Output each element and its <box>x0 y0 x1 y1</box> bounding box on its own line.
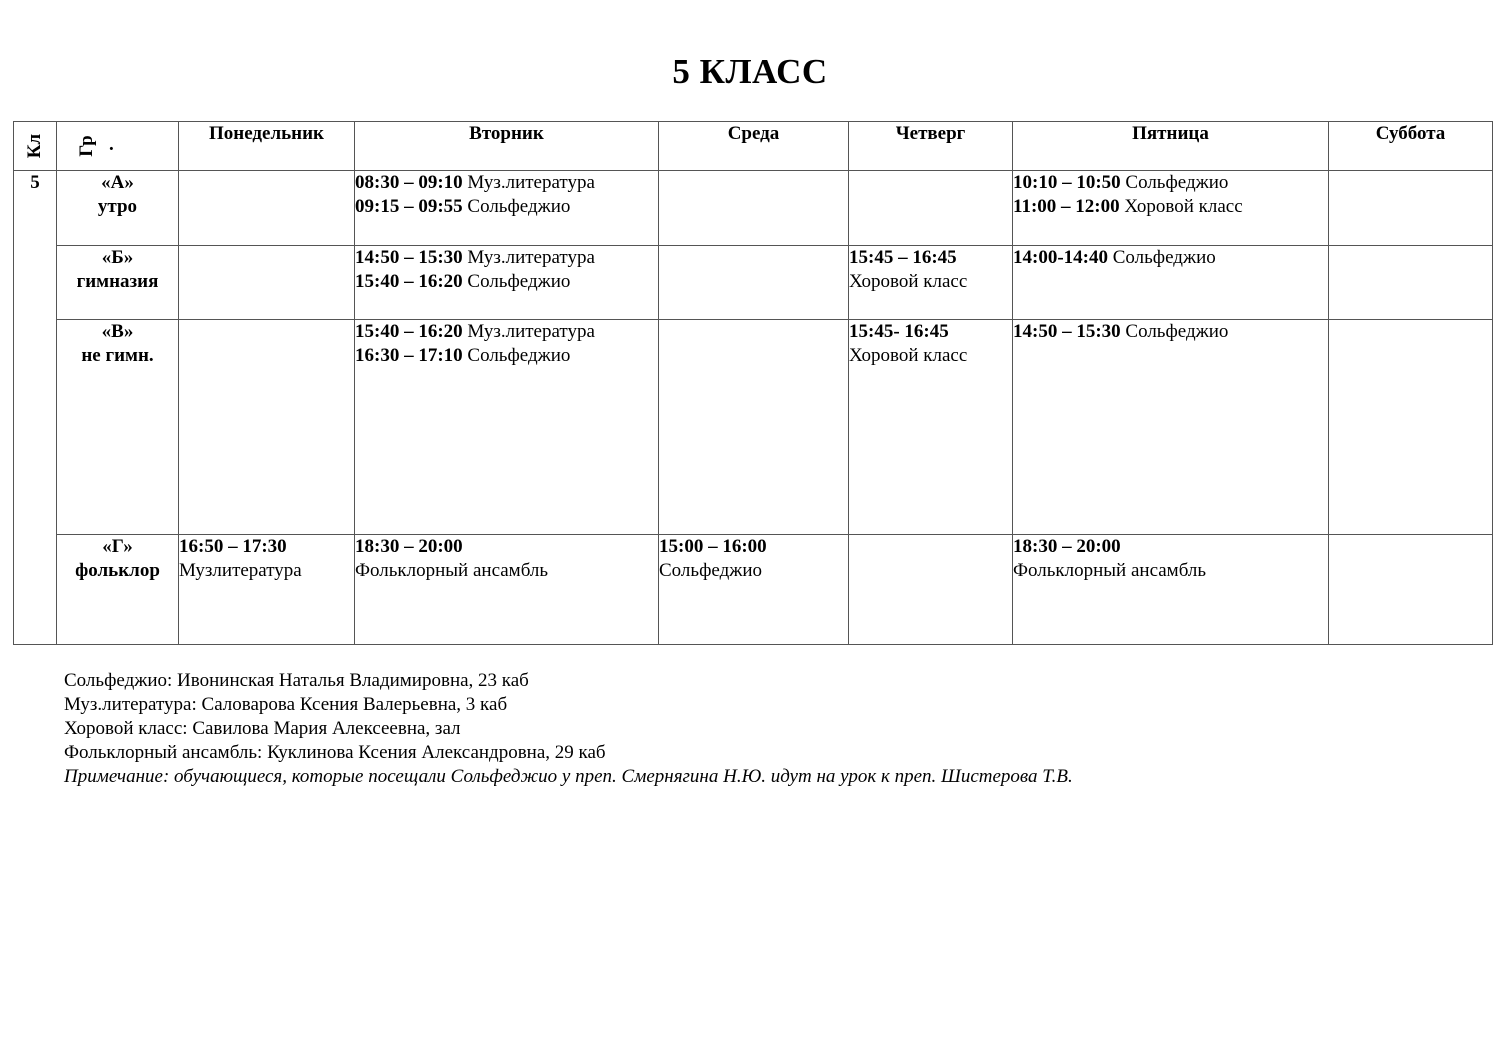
schedule-cell <box>1013 534 1329 644</box>
lesson-entry <box>355 270 658 294</box>
header-row <box>14 122 1493 171</box>
lesson-entry <box>1013 246 1328 270</box>
lesson-subject: Сольфеджио <box>659 559 763 581</box>
header-group <box>57 122 179 171</box>
header-class <box>14 122 57 171</box>
lesson-entry <box>355 195 658 219</box>
header-class-label: Кл <box>24 133 45 159</box>
schedule-cell <box>1329 171 1493 246</box>
schedule-cell <box>1329 246 1493 320</box>
table-row <box>14 534 1493 644</box>
teacher-notes <box>64 669 1073 789</box>
schedule-table <box>13 121 1493 645</box>
lesson-time: 09:15 – 09:55 <box>355 196 463 217</box>
schedule-cell <box>1013 246 1329 320</box>
schedule-cell <box>1329 320 1493 534</box>
schedule-cell <box>1329 534 1493 644</box>
schedule-cell <box>849 534 1013 644</box>
lesson-entry <box>1013 195 1328 219</box>
group-name: «Б» <box>101 247 134 269</box>
group-name: «А» <box>101 172 134 193</box>
lesson-entry <box>849 344 1012 368</box>
note-line: Сольфеджио: Ивонинская Наталья Владимировна, 23 каб <box>64 670 529 691</box>
header-day: Суббота <box>1329 122 1493 171</box>
lesson-entry <box>179 535 354 559</box>
header-day: Четверг <box>849 122 1013 171</box>
lesson-subject: Сольфеджио <box>1125 172 1229 193</box>
lesson-subject: Муз.литература <box>467 321 595 343</box>
lesson-entry <box>355 320 658 344</box>
note-line: Фольклорный ансамбль: Куклинова Ксения Александровна, 29 каб <box>64 742 606 763</box>
lesson-time: 14:00-14:40 <box>1013 247 1108 269</box>
lesson-entry <box>1013 535 1328 559</box>
lesson-subject: Сольфеджио <box>467 196 571 217</box>
lesson-entry <box>355 171 658 195</box>
header-day: Понедельник <box>179 122 355 171</box>
header-group-label: Гр <box>76 135 97 157</box>
lesson-time: 14:50 – 15:30 <box>355 247 463 269</box>
lesson-time: 10:10 – 10:50 <box>1013 172 1121 193</box>
lesson-subject: Фольклорный ансамбль <box>1013 559 1207 581</box>
header-day: Пятница <box>1013 122 1329 171</box>
lesson-entry <box>849 246 1012 270</box>
schedule-cell <box>179 171 355 246</box>
schedule-cell <box>179 246 355 320</box>
header-day: Вторник <box>355 122 659 171</box>
lesson-time: 15:00 – 16:00 <box>659 535 767 557</box>
group-subtitle: гимназия <box>76 271 159 293</box>
lesson-time: 14:50 – 15:30 <box>1013 321 1121 343</box>
lesson-entry <box>1013 559 1328 583</box>
lesson-subject: Муз.литература <box>467 172 595 193</box>
table-row <box>14 171 1493 246</box>
schedule-cell <box>355 320 659 534</box>
schedule-cell <box>1013 171 1329 246</box>
schedule-cell <box>355 534 659 644</box>
lesson-time: 15:40 – 16:20 <box>355 271 463 293</box>
note-line: Муз.литература: Саловарова Ксения Валерьевна, 3 каб <box>64 694 508 715</box>
note-line: Хоровой класс: Савилова Мария Алексеевна, зал <box>64 718 461 739</box>
schedule-cell <box>179 320 355 534</box>
lesson-entry <box>849 320 1012 344</box>
group-cell <box>57 246 179 320</box>
lesson-time: 18:30 – 20:00 <box>1013 535 1121 557</box>
group-cell <box>57 320 179 534</box>
lesson-time: 16:30 – 17:10 <box>355 345 463 367</box>
group-subtitle: не гимн. <box>81 345 154 367</box>
schedule-cell <box>659 246 849 320</box>
lesson-entry <box>355 535 658 559</box>
lesson-subject: Муз.литература <box>467 247 595 269</box>
lesson-time: 11:00 – 12:00 <box>1013 196 1120 217</box>
lesson-entry <box>355 344 658 368</box>
lesson-time: 15:40 – 16:20 <box>355 321 463 343</box>
header-day: Среда <box>659 122 849 171</box>
lesson-subject: Сольфеджио <box>467 345 571 367</box>
schedule-cell <box>179 534 355 644</box>
schedule-cell <box>659 320 849 534</box>
lesson-time: 18:30 – 20:00 <box>355 535 463 557</box>
lesson-subject: Хоровой класс <box>849 271 968 293</box>
schedule-cell <box>849 320 1013 534</box>
schedule-cell <box>659 171 849 246</box>
lesson-entry <box>355 246 658 270</box>
lesson-entry <box>1013 320 1328 344</box>
group-subtitle: фольклор <box>75 559 160 581</box>
class-number: 5 <box>14 171 57 645</box>
lesson-time: 16:50 – 17:30 <box>179 535 287 557</box>
lesson-time: 15:45 – 16:45 <box>849 247 957 269</box>
table-row <box>14 246 1493 320</box>
lesson-subject: Музлитература <box>179 559 302 581</box>
lesson-entry <box>849 270 1012 294</box>
lesson-entry <box>659 535 848 559</box>
note-remark: Примечание: обучающиеся, которые посещали Сольфеджио у преп. Смернягина Н.Ю. идут на урок к преп. Шистерова Т.В. <box>64 766 1073 787</box>
header-group-dot: . <box>109 134 114 155</box>
group-name: «В» <box>101 321 134 343</box>
schedule-cell <box>355 171 659 246</box>
lesson-time: 08:30 – 09:10 <box>355 172 463 193</box>
schedule-cell <box>849 246 1013 320</box>
lesson-entry <box>1013 171 1328 195</box>
lesson-subject: Сольфеджио <box>1112 247 1216 269</box>
group-name: «Г» <box>102 535 133 557</box>
lesson-subject: Сольфеджио <box>467 271 571 293</box>
lesson-entry <box>179 559 354 583</box>
schedule-cell <box>355 246 659 320</box>
group-subtitle: утро <box>97 196 138 217</box>
schedule-cell <box>1013 320 1329 534</box>
lesson-subject: Хоровой класс <box>849 345 968 367</box>
lesson-entry <box>659 559 848 583</box>
lesson-entry <box>355 559 658 583</box>
page-title: 5 КЛАСС <box>672 52 828 91</box>
schedule-cell <box>659 534 849 644</box>
group-cell <box>57 534 179 644</box>
table-row <box>14 320 1493 534</box>
group-cell <box>57 171 179 246</box>
lesson-subject: Хоровой класс <box>1124 196 1243 217</box>
lesson-time: 15:45- 16:45 <box>849 321 949 343</box>
lesson-subject: Сольфеджио <box>1125 321 1229 343</box>
lesson-subject: Фольклорный ансамбль <box>355 559 549 581</box>
schedule-cell <box>849 171 1013 246</box>
